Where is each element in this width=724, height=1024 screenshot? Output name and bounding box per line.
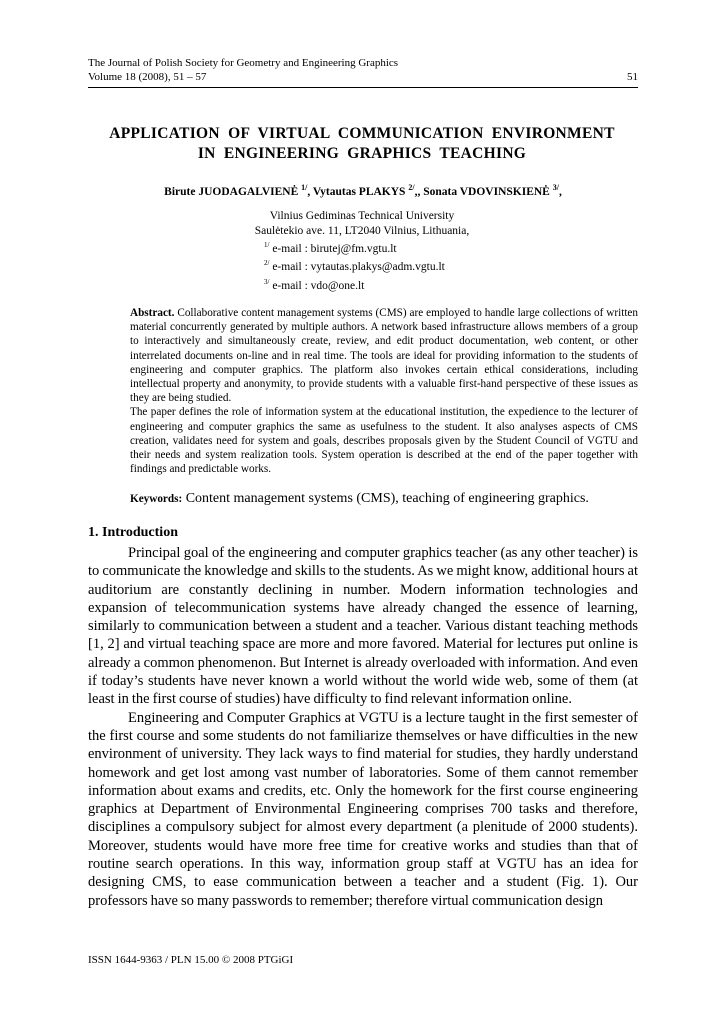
header-divider [88,87,638,88]
page-number: 51 [627,71,638,83]
author-separator: , [307,185,313,198]
email-marker: 1/ [264,241,270,249]
abstract-paragraph: The paper defines the role of information system at the educational institution, the expedience to the lecturer of engineering and computer graphics the same as usefulness to the student. It also analyses aspects of CMS creation, validates need for system and goals, describes proposals given by the Student Council of VGTU and their needs and system realization tools. System operation is described at the end of the paper together with findings and predictable works. [130,406,638,476]
affiliation-block [230,209,494,293]
author-separator: , [558,185,562,198]
author-name: Vytautas PLAKYS [312,185,406,198]
author-marker: 2/ [408,183,415,192]
email-line [230,238,494,256]
abstract [130,306,638,476]
volume-info: Volume 18 (2008), 51 – 57 [88,71,207,83]
keywords-label: Keywords: [130,493,183,505]
university-name: Vilnius Gediminas Technical University [269,210,455,222]
volume-row [88,70,638,84]
email-text: e-mail : vytautas.plakys@adm.vgtu.lt [272,261,445,274]
abstract-paragraph [130,306,638,405]
body-paragraph: Principal goal of the engineering and computer graphics teacher (as any other teacher) is to communicate the knowledge and skills to the students. As we might know, additional hours at auditorium are constantly declining in number. Modern information technologies and expansion of telecommunication systems have already changed the essence of learning, similarly to communication between a student and a teacher. Various distant teaching methods [1, 2] and virtual teaching space are more and more favored. Material for lectures put online is already a common phenomenon. But Internet is already overloaded with information. And even if today’s students have never known a world without the world wide web, some of them (at least in the first course of studies) have difficulty to find relevant information online. [88,545,638,708]
email-line [230,275,494,293]
introduction-body [88,544,638,910]
university-address: Saulėtekio ave. 11, LT2040 Vilnius, Lithuania, [254,224,470,237]
author-separator: ,, [414,185,424,198]
running-header [88,56,638,84]
email-marker: 3/ [264,277,270,286]
section-heading: 1. Introduction [88,525,178,540]
keywords-text: Content management systems (CMS), teaching of engineering graphics. [185,491,589,506]
paper-title [70,124,654,164]
issn-footer: ISSN 1644-9363 / PLN 15.00 © 2008 PTGiGI [88,954,294,966]
author-marker: 3/ [552,183,559,192]
email-text: e-mail : birutej@fm.vgtu.lt [272,242,397,255]
title-line-1: APPLICATION OF VIRTUAL COMMUNICATION ENVIRONMENT [109,125,615,142]
body-paragraph: Engineering and Computer Graphics at VGTU is a lecture taught in the first semester of the first course and some students do not familiarize themselves or have difficulties in the new environment of university. They lack ways to find material for studies, they hardly understand homework and get lost among vast number of laboratories. Some of them cannot remember information about exams and credits, etc. Only the homework for the first course engineering graphics at Department of Environmental Engineering comprises 700 tasks and therefore, disciplines a compulsory subject for almost every department (a plenitude of 2000 students). Moreover, students would have more free time for creative works and studies than that of routine search operations. In this way, information group staff at VGTU has an idea for designing CMS, to ease communication between a teacher and a student (Fig. 1). Our professors have so many passwords to remember; therefore virtual communication design [88,709,638,909]
abstract-label: Abstract. [130,307,175,319]
author-name: Sonata VDOVINSKIENĖ [423,185,550,198]
email-marker: 2/ [264,259,270,268]
email-line [230,256,494,274]
abstract-text: Collaborative content management systems (CMS) are employed to handle large collections of written material concurrently generated by multiple authors. A network based infrastructure allows members of a group to interactively and simultaneously create, review, and edit product documentation, web content, or other interrelated documents on-line and in real time. The tools are ideal for providing information to the students of engineering and computer graphics. The platform also invokes certain ethical considerations, including intellectual property and anonymity, to provide students with a valuable first-hand perspective of these issues as they are being studied. [130,307,638,405]
journal-name: The Journal of Polish Society for Geometry and Engineering Graphics [88,57,399,69]
author-marker: 1/ [301,183,308,192]
author-name: Birute JUODAGALVIENĖ [164,185,299,198]
keywords [130,490,638,508]
email-text: e-mail : vdo@one.lt [272,279,365,292]
title-line-2: IN ENGINEERING GRAPHICS TEACHING [197,145,527,162]
author-list [88,181,638,199]
